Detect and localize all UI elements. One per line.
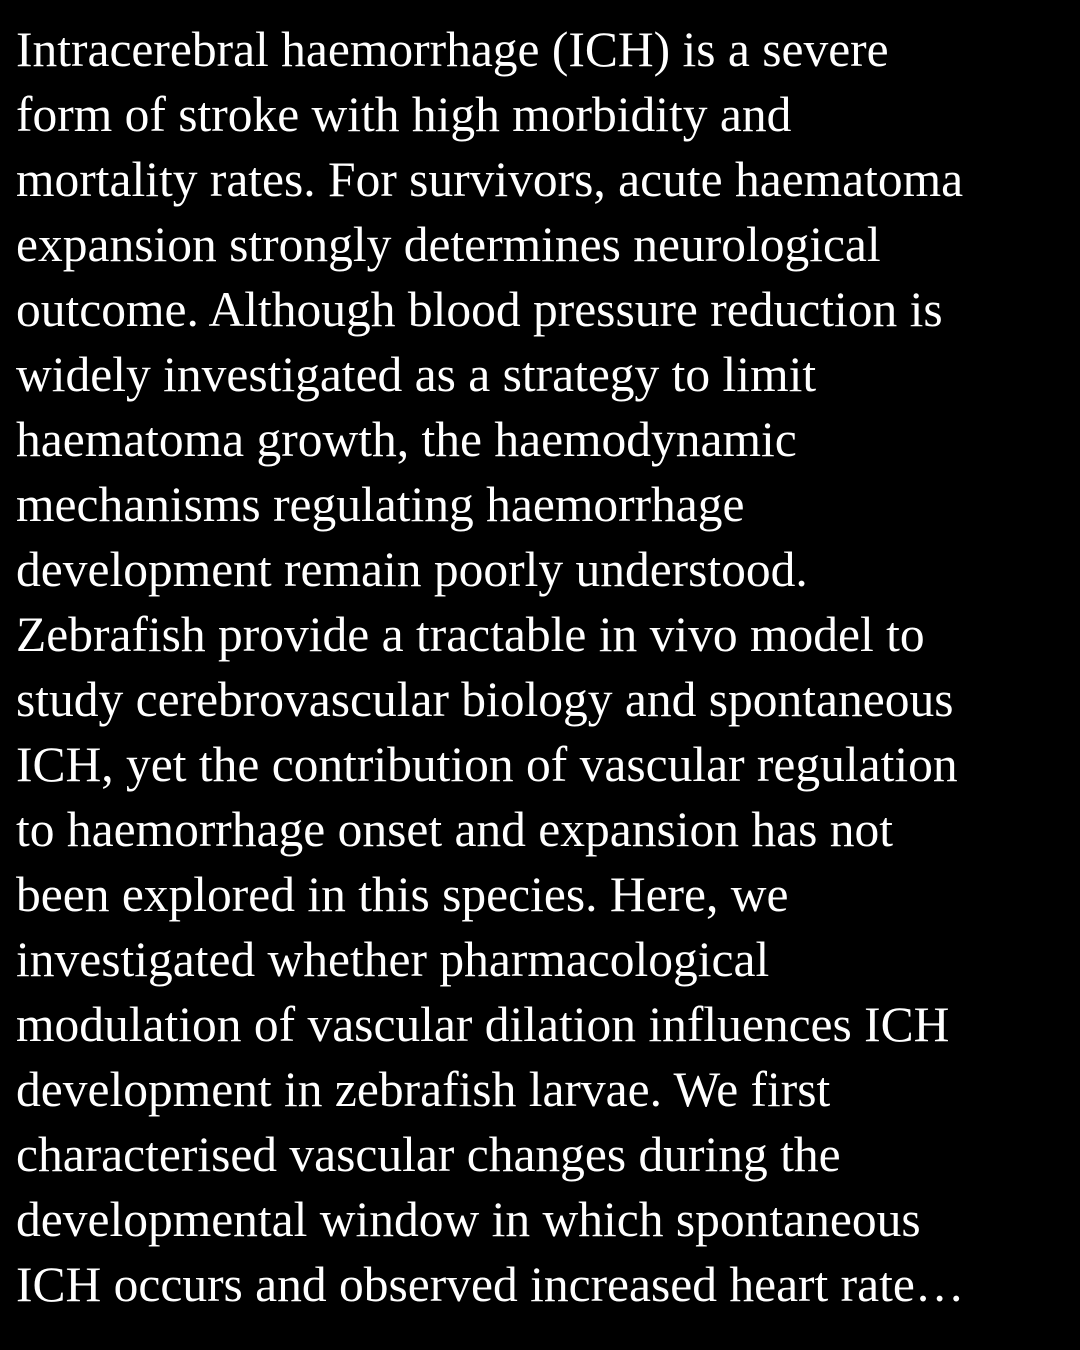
text-line: Zebrafish provide a tractable in vivo model to [16,607,925,662]
text-line: widely investigated as a strategy to limit [16,347,817,402]
text-line: investigated whether pharmacological [16,932,770,987]
text-line: modulation of vascular dilation influences ICH [16,997,950,1052]
text-line: development remain poorly understood. [16,542,808,597]
text-line: ICH, yet the contribution of vascular regulation [16,737,958,792]
text-line: haematoma growth, the haemodynamic [16,412,797,467]
text-line: Intracerebral haemorrhage (ICH) is a severe [16,22,889,77]
text-line: developmental window in which spontaneous [16,1192,921,1247]
text-line: characterised vascular changes during the [16,1127,841,1182]
text-line: mortality rates. For survivors, acute haematoma [16,152,964,207]
text-line: study cerebrovascular biology and spontaneous [16,672,954,727]
abstract-text [16,17,1076,1317]
text-line: been explored in this species. Here, we [16,867,789,922]
text-line: outcome. Although blood pressure reduction is [16,282,943,337]
text-line: ICH occurs and observed increased heart rate… [16,1257,965,1312]
text-line: mechanisms regulating haemorrhage [16,477,745,532]
text-line: form of stroke with high morbidity and [16,87,792,142]
text-line: to haemorrhage onset and expansion has not [16,802,894,857]
text-line: expansion strongly determines neurological [16,217,881,272]
text-line: development in zebrafish larvae. We first [16,1062,831,1117]
